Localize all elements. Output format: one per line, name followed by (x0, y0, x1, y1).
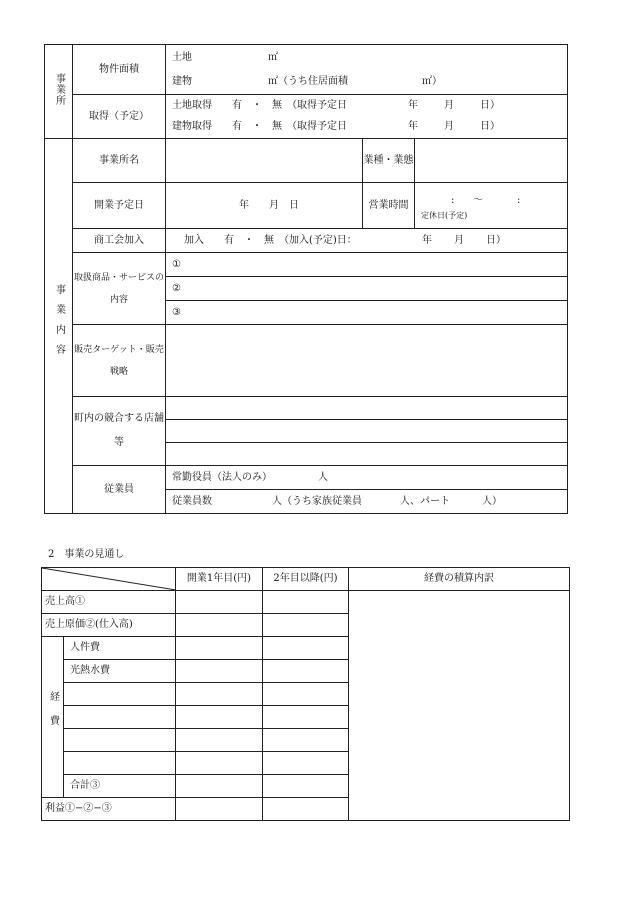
business-outlook-table (41, 567, 570, 821)
employees-label: 従業員 (73, 466, 166, 514)
expense-item: 人件費 (64, 637, 176, 660)
products-label: 取扱商品・サービスの内容 (73, 253, 166, 325)
profit-year1[interactable] (176, 798, 263, 821)
expense-item[interactable] (64, 752, 176, 775)
building-area-row: 建物 ㎡（うち住居面積 ㎡） (166, 71, 568, 95)
chamber-label: 商工会加入 (73, 229, 166, 253)
sales-label: 売上高① (42, 591, 176, 614)
diagonal-line (42, 568, 176, 590)
expense-total-year1[interactable] (176, 775, 263, 798)
competitor-row-2[interactable] (166, 420, 568, 443)
business-hours-label: 営業時間 (363, 183, 415, 229)
land-acquisition-row: 土地取得 有 ・ 無 （取得予定日 年 月 日） (166, 95, 568, 117)
competitors-label: 町内の競合する店舗等 (73, 397, 166, 466)
expense-year1[interactable] (176, 706, 263, 729)
breakdown-field[interactable] (349, 591, 570, 821)
opening-date-label: 開業予定日 (73, 183, 166, 229)
expense-year1[interactable] (176, 752, 263, 775)
land-area-row: 土地 ㎡ (166, 45, 568, 71)
office-name-label: 事業所名 (73, 139, 166, 183)
expense-year1[interactable] (176, 637, 263, 660)
header-year1: 開業1年目(円) (176, 568, 263, 591)
sales-year2[interactable] (263, 591, 349, 614)
cost-year2[interactable] (263, 614, 349, 637)
outlook-heading: 2 事業の見通し (48, 549, 125, 560)
building-acquisition-row: 建物取得 有 ・ 無 （取得予定日 年 月 日） (166, 117, 568, 139)
expense-year2[interactable] (263, 637, 349, 660)
expense-item: 光熱水費 (64, 660, 176, 683)
competitor-row-1[interactable] (166, 397, 568, 420)
expense-year2[interactable] (263, 660, 349, 683)
expense-year2[interactable] (263, 683, 349, 706)
expense-total-label: 合計③ (64, 775, 176, 798)
profit-year2[interactable] (263, 798, 349, 821)
expense-year2[interactable] (263, 729, 349, 752)
diagonal-header-cell (42, 568, 176, 591)
expenses-label: 経費 (42, 637, 64, 798)
expense-year2[interactable] (263, 752, 349, 775)
competitor-row-3[interactable] (166, 443, 568, 466)
cost-label: 売上原価②(仕入高) (42, 614, 176, 637)
opening-date-field[interactable]: 年 月 日 (166, 183, 363, 229)
product-item-3[interactable]: ③ (166, 301, 568, 325)
chamber-field[interactable]: 加入 有 ・ 無 （加入(予定)日： 年 月 日） (166, 229, 568, 253)
officers-row[interactable]: 常勤役員（法人のみ） 人 (166, 466, 568, 490)
business-content-label: 事業内容 (45, 139, 73, 514)
expense-item[interactable] (64, 706, 176, 729)
profit-label: 利益①−②−③ (42, 798, 176, 821)
cost-year1[interactable] (176, 614, 263, 637)
industry-field[interactable] (415, 139, 568, 183)
target-label: 販売ターゲット・販売戦略 (73, 325, 166, 397)
sales-year1[interactable] (176, 591, 263, 614)
header-breakdown: 経費の積算内訳 (349, 568, 570, 591)
expense-year1[interactable] (176, 660, 263, 683)
expense-item[interactable] (64, 683, 176, 706)
product-item-1[interactable]: ① (166, 253, 568, 277)
employee-count-row[interactable]: 従業員数 人（うち家族従業員 人、パート 人） (166, 490, 568, 514)
industry-label: 業種・業態 (363, 139, 415, 183)
business-hours-field[interactable]: : 〜 : 定休日(予定) (415, 183, 568, 229)
expense-year1[interactable] (176, 683, 263, 706)
header-year2: 2年目以降(円) (263, 568, 349, 591)
target-field[interactable] (166, 325, 568, 397)
property-area-label: 物件面積 (73, 45, 166, 95)
acquisition-label: 取得（予定） (73, 95, 166, 139)
product-item-2[interactable]: ② (166, 277, 568, 301)
expense-total-year2[interactable] (263, 775, 349, 798)
office-name-field[interactable] (166, 139, 363, 183)
expense-year2[interactable] (263, 706, 349, 729)
expense-item[interactable] (64, 729, 176, 752)
office-label: 事業所 (45, 45, 73, 139)
expense-year1[interactable] (176, 729, 263, 752)
business-overview-table (44, 44, 568, 514)
